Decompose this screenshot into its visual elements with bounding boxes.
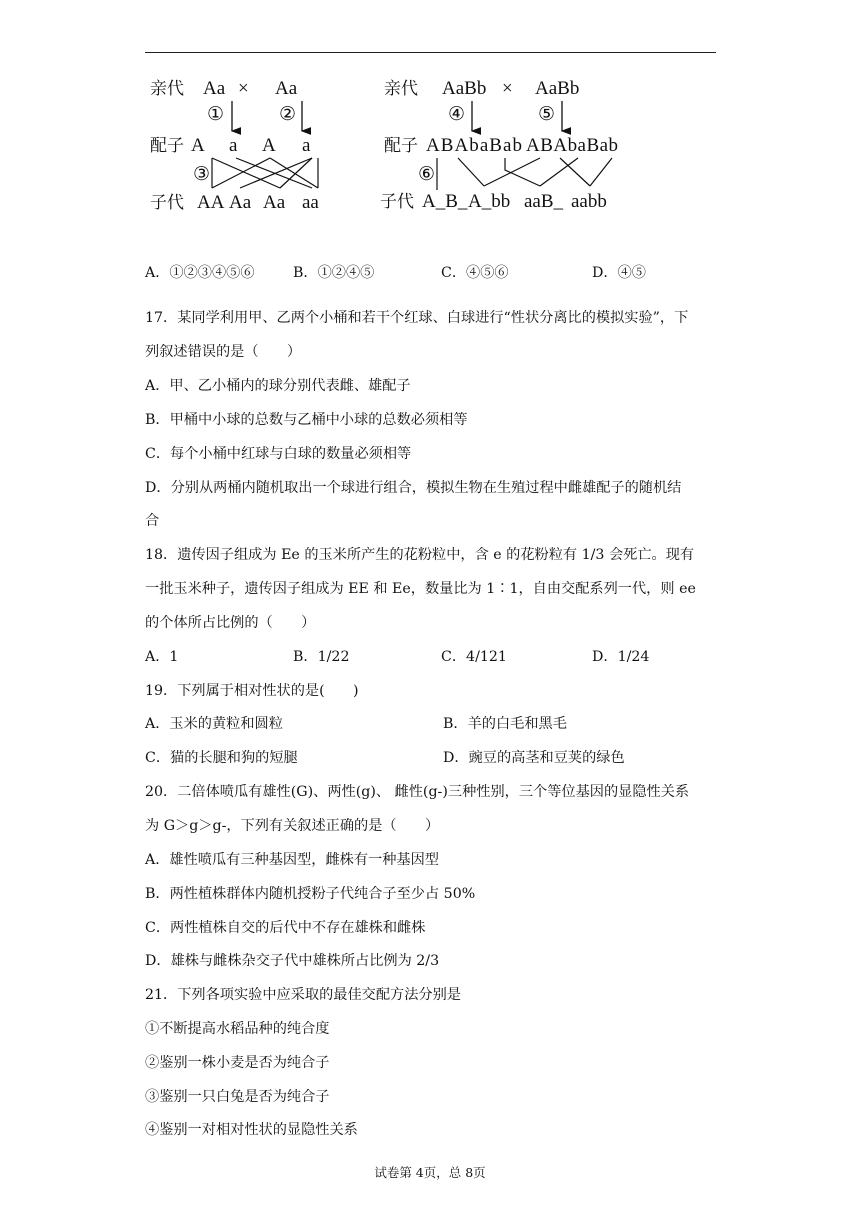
- left-gamete-2: a: [229, 135, 238, 156]
- left-offspring-3: Aa: [263, 192, 286, 213]
- left-step3: ③: [193, 164, 211, 185]
- left-gamete-3: A: [262, 135, 276, 156]
- q20-option-d: D．雄株与雌株杂交子代中雄株所占比例为 2/3: [145, 953, 440, 969]
- right-offspring-label: 子代: [380, 192, 414, 212]
- q19-option-a: A．玉米的黄粒和圆粒: [145, 716, 283, 732]
- q18-stem-line3: 的个体所占比例的（ ）: [145, 615, 316, 631]
- right-parent2: AaBb: [535, 78, 580, 99]
- q18-stem-line1: 18．遗传因子组成为 Ee 的玉米所产生的花粉粒中，含 e 的花粉粒有 1/3 会死亡。现有: [145, 547, 695, 563]
- q20-option-b: B．两性植株群体内随机授粉子代纯合子至少占 50%: [145, 886, 476, 902]
- q16-option-c: C．④⑤⑥: [441, 265, 509, 281]
- right-step4: ④: [448, 104, 466, 125]
- q20-stem-line2: 为 G＞g＞g-，下列有关叙述正确的是（ ）: [145, 818, 440, 834]
- q17-option-d-line1: D．分别从两桶内随机取出一个球进行组合，模拟生物在生殖过程中雌雄配子的随机结: [145, 480, 682, 496]
- q18-stem-line2: 一批玉米种子，遗传因子组成为 EE 和 Ee，数量比为 1∶1，自由交配系列一代，则 ee: [145, 581, 696, 597]
- right-offspring-4: aabb: [571, 191, 607, 212]
- q21-stem: 21．下列各项实验中应采取的最佳交配方法分别是: [145, 987, 461, 1003]
- left-step1: ①: [207, 104, 225, 125]
- q17-stem-line2: 列叙述错误的是（ ）: [145, 344, 302, 360]
- right-gametes-left: ABAbaBab: [426, 135, 522, 156]
- q17-option-b: B．甲桶中小球的总数与乙桶中小球的总数必须相等: [145, 412, 468, 428]
- right-gametes-right: ABAbaBab: [526, 135, 618, 156]
- q18-option-b: B．1/22: [293, 649, 350, 665]
- left-gamete-label: 配子: [150, 136, 184, 156]
- q16-option-b: B．①②④⑤: [293, 265, 375, 281]
- right-cross: ×: [502, 78, 513, 99]
- q21-item-3: ③鉴别一只白兔是否为纯合子: [145, 1089, 330, 1105]
- q19-stem: 19．下列属于相对性状的是( ): [145, 683, 359, 699]
- left-parent2: Aa: [275, 78, 298, 99]
- q18-option-a: A．1: [145, 649, 179, 665]
- q17-option-a: A．甲、乙小桶内的球分别代表雌、雄配子: [145, 378, 411, 394]
- q21-item-4: ④鉴别一对相对性状的显隐性关系: [145, 1122, 358, 1138]
- q16-option-d: D．④⑤: [592, 265, 646, 281]
- right-offspring-2: A_bb: [468, 191, 511, 212]
- page-footer: 试卷第 4页，总 8页: [374, 1165, 486, 1180]
- q20-option-a: A．雄性喷瓜有三种基因型，雌株有一种基因型: [145, 852, 439, 868]
- q20-option-c: C．两性植株自交的后代中不存在雄株和雌株: [145, 920, 426, 936]
- q18-option-c: C．4/121: [441, 649, 507, 665]
- left-offspring-4: aa: [302, 192, 319, 213]
- left-offspring-2: Aa: [229, 192, 252, 213]
- right-step5: ⑤: [538, 104, 556, 125]
- left-parent1: Aa: [203, 78, 226, 99]
- q19-option-d: D．豌豆的高茎和豆荚的绿色: [443, 750, 625, 766]
- right-step6: ⑥: [418, 164, 436, 185]
- right-offspring-3: aaB_: [524, 191, 564, 212]
- right-parent1: AaBb: [442, 78, 487, 99]
- q21-item-1: ①不断提高水稻品种的纯合度: [145, 1021, 330, 1037]
- q17-option-c: C．每个小桶中红球与白球的数量必须相等: [145, 446, 412, 462]
- right-cross-lines: [437, 158, 612, 190]
- left-gamete-4: a: [302, 135, 311, 156]
- genetics-cross-diagrams: [0, 0, 860, 230]
- left-cross: ×: [238, 78, 249, 99]
- left-parent-label: 亲代: [150, 79, 184, 99]
- right-offspring-1: A_B_: [422, 191, 468, 212]
- right-parent-label: 亲代: [384, 79, 418, 99]
- right-gamete-label: 配子: [384, 136, 418, 156]
- left-offspring-1: AA: [197, 192, 225, 213]
- q17-option-d-line2: 合: [145, 513, 160, 529]
- q17-stem-line1: 17．某同学利用甲、乙两个小桶和若干个红球、白球进行“性状分离比的模拟实验”，下: [145, 310, 689, 326]
- q19-option-b: B．羊的白毛和黑毛: [443, 716, 567, 732]
- left-cross-lines: [212, 158, 318, 188]
- q19-option-c: C．猫的长腿和狗的短腿: [145, 750, 298, 766]
- q18-option-d: D．1/24: [592, 649, 650, 665]
- left-step2: ②: [279, 104, 297, 125]
- q21-item-2: ②鉴别一株小麦是否为纯合子: [145, 1055, 330, 1071]
- q20-stem-line1: 20．二倍体喷瓜有雄性(G)、两性(g)、 雌性(g-)三种性别，三个等位基因的显隐性关系: [145, 784, 690, 800]
- left-gamete-1: A: [191, 135, 205, 156]
- left-offspring-label: 子代: [150, 193, 184, 213]
- q16-option-a: A．①②③④⑤⑥: [145, 265, 255, 281]
